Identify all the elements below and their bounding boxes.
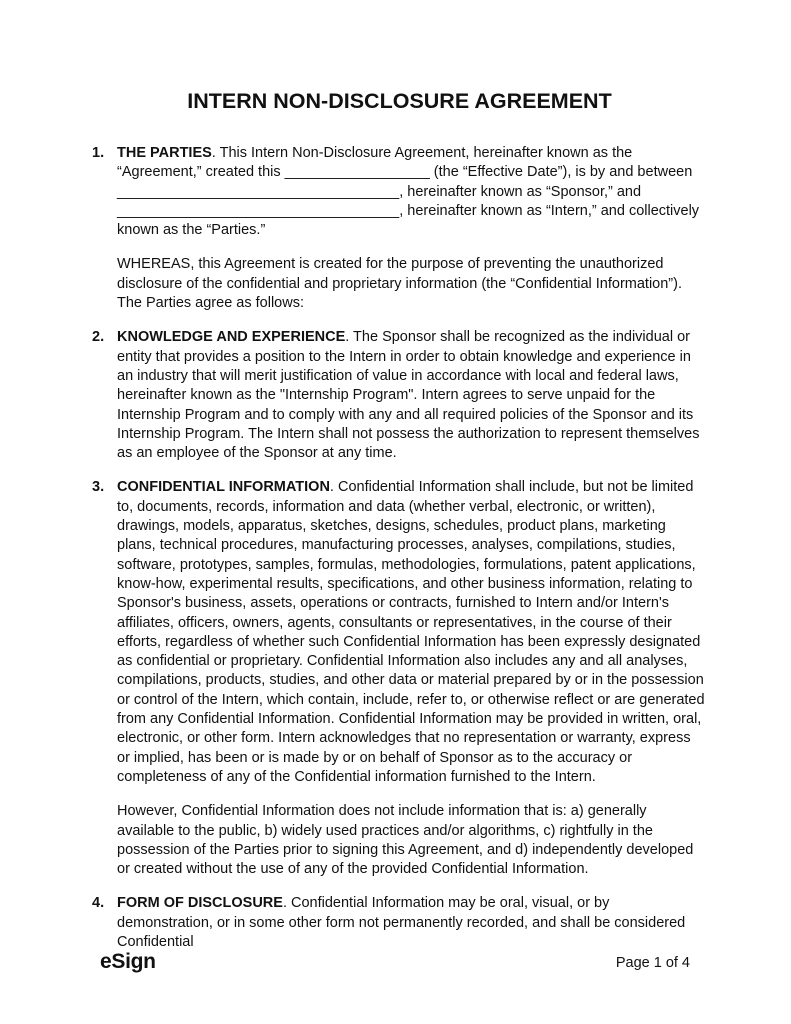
list-item — [92, 144, 707, 313]
section-paragraph — [117, 144, 707, 240]
list-item-content — [117, 894, 707, 952]
section-heading: KNOWLEDGE AND EXPERIENCE — [117, 329, 346, 346]
section-heading: FORM OF DISCLOSURE — [117, 895, 283, 912]
list-item — [92, 328, 707, 463]
list-item-content — [117, 478, 707, 879]
list-item — [92, 478, 707, 879]
section-body-text: . This Intern Non-Disclosure Agreement, hereinafter known as the “Agreement,” created this __________________ (the “Effective Date”), is by and between ___________________________________, hereinafter known as “Sponsor,” and ___________________________________, hereinafter known as “Intern,” and collectively known as the “Parties.” — [117, 145, 700, 239]
list-item-number: 2. — [92, 329, 105, 346]
esign-logo: eSign — [100, 950, 156, 973]
document-title: INTERN NON-DISCLOSURE AGREEMENT — [187, 89, 612, 113]
section-body-text: . The Sponsor shall be recognized as the individual or entity that provides a position to the Intern in order to obtain knowledge and experience in an industry that will merit justification of value in accordance with local and federal laws, hereinafter known as the "Internship Program". Intern agrees to serve unpaid for the Internship Program and to comply with any and all required policies of the Sponsor and its Internship Program. The Intern shall not possess the authorization to represent themselves as an employee of the Sponsor at any time. — [117, 329, 700, 462]
section-body-text: . Confidential Information may be oral, visual, or by demonstration, or in some other form not permanently recorded, and shall be considered Confidential — [117, 895, 686, 950]
section-paragraph — [117, 478, 707, 787]
paragraph: WHEREAS, this Agreement is created for the purpose of preventing the unauthorized disclosure of the confidential and proprietary information (the “Confidential Information”). The Parties agree as follows: — [117, 256, 682, 312]
list-item-content — [117, 144, 707, 313]
list-item-number: 4. — [92, 895, 105, 912]
section-heading: THE PARTIES — [117, 145, 212, 161]
list-item-content — [117, 328, 707, 463]
list-item-number: 1. — [92, 145, 105, 161]
section-paragraph — [117, 894, 707, 952]
list-item — [92, 894, 707, 952]
document-body — [92, 144, 707, 952]
list-item-number: 3. — [92, 479, 105, 496]
page-number-label: Page 1 of 4 — [615, 955, 690, 971]
paragraph: However, Confidential Information does not include information that is: a) generally available to the public, b) widely used practices and/or algorithms, c) rightfully in the possession of the Parties prior to signing this Agreement, and d) independently developed or created without the use of any of the provided Confidential Information. — [117, 803, 694, 878]
section-body-text: . Confidential Information shall include, but not be limited to, documents, records, information and data (whether verbal, electronic, or written), drawings, models, apparatus, sketches, designs, schedules, product plans, marketing plans, technical procedures, manufacturing processes, analyses, compilations, studies, software, prototypes, samples, formulas, methodologies, formulations, patent applications, know-how, experimental results, specifications, and other business information, relating to Sponsor's business, assets, operations or contracts, furnished to Intern and/or Intern's affiliates, officers, owners, agents, consultants or representatives, in the course of their efforts, regardless of whether such Confidential Information has been expressly designated as confidential or proprietary. Confidential Information also includes any and all analyses, compilations, products, studies, and other data or material prepared by or in the possession or control of the Intern, which contain, include, refer to, or otherwise reflect or are generated from any Confidential Information. Confidential Information may be provided in written, oral, electronic, or other form. Intern acknowledges that no representation or warranty, express or implied, has been or is made by or on behalf of Sponsor as to the accuracy or completeness of any of the Confidential information furnished to the Intern. — [117, 479, 705, 785]
section-paragraph — [117, 328, 707, 463]
section-heading: CONFIDENTIAL INFORMATION — [117, 479, 330, 496]
